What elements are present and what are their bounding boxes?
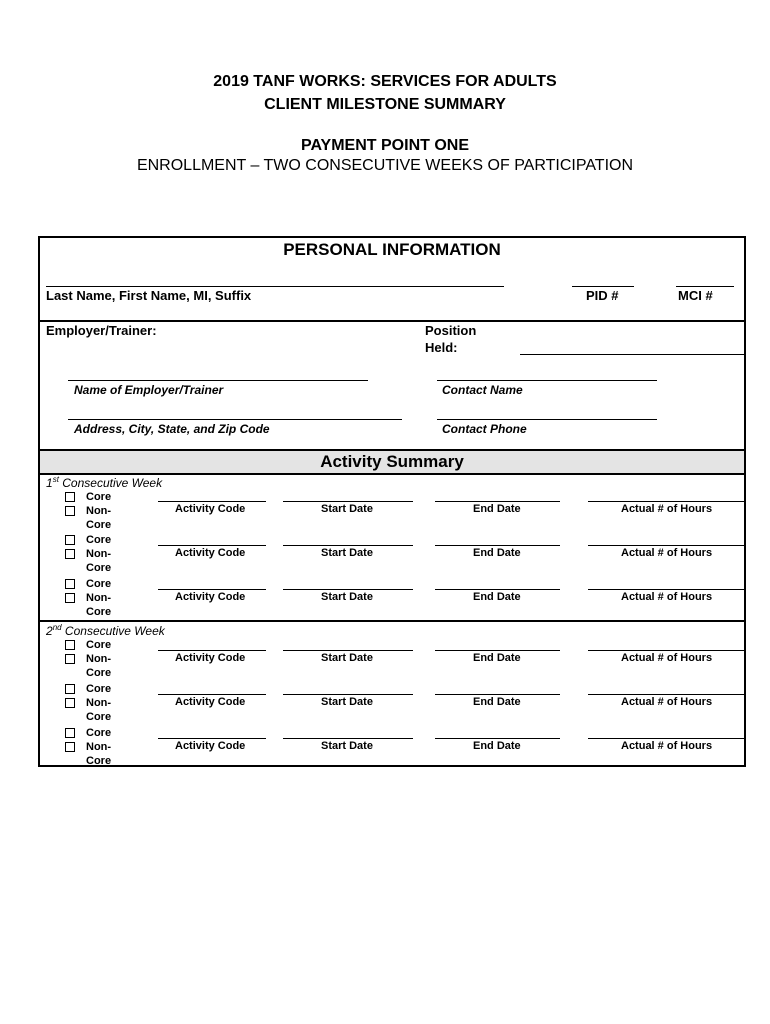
end-date-label: End Date (473, 696, 521, 708)
end-date-field-line[interactable] (435, 694, 560, 695)
noncore-checkbox[interactable] (65, 742, 75, 752)
noncore-label-2: Core (86, 606, 112, 618)
noncore-label-1: Non- (86, 741, 112, 753)
start-date-field-line[interactable] (283, 650, 413, 651)
hours-field-line[interactable] (588, 694, 746, 695)
end-date-field-line[interactable] (435, 650, 560, 651)
hours-field-line[interactable] (588, 545, 746, 546)
noncore-checkbox[interactable] (65, 593, 75, 603)
core-checkbox[interactable] (65, 728, 75, 738)
position-label-1: Position (425, 323, 477, 338)
start-date-label: Start Date (321, 503, 373, 515)
noncore-checkbox[interactable] (65, 698, 75, 708)
activity-summary-band (40, 449, 744, 475)
personal-info-heading: PERSONAL INFORMATION (283, 240, 501, 259)
activity-code-label: Activity Code (175, 547, 246, 559)
noncore-label-2: Core (86, 711, 112, 723)
payment-point-heading: PAYMENT POINT ONE (300, 137, 470, 154)
hours-label: Actual # of Hours (621, 652, 713, 664)
core-checkbox[interactable] (65, 535, 75, 545)
name-label: Last Name, First Name, MI, Suffix (46, 288, 252, 303)
core-checkbox[interactable] (65, 640, 75, 650)
end-date-label: End Date (473, 547, 521, 559)
pid-field-line[interactable] (572, 286, 634, 287)
address-label: Address, City, State, and Zip Code (74, 422, 270, 436)
name-field-line[interactable] (46, 286, 504, 287)
activity-code-field-line[interactable] (158, 589, 266, 590)
noncore-label-1: Non- (86, 505, 112, 517)
position-label-2: Held: (425, 340, 458, 355)
start-date-field-line[interactable] (283, 694, 413, 695)
end-date-field-line[interactable] (435, 738, 560, 739)
activity-code-field-line[interactable] (158, 650, 266, 651)
noncore-label-1: Non- (86, 592, 112, 604)
contact-name-label: Contact Name (442, 383, 523, 397)
start-date-label: Start Date (321, 591, 373, 603)
hours-label: Actual # of Hours (621, 547, 713, 559)
end-date-label: End Date (473, 591, 521, 603)
noncore-checkbox[interactable] (65, 506, 75, 516)
core-label: Core (86, 639, 112, 651)
contact-name-field-line[interactable] (437, 380, 657, 381)
noncore-label-1: Non- (86, 548, 112, 560)
activity-summary-heading: Activity Summary (320, 452, 464, 471)
activity-code-label: Activity Code (175, 696, 246, 708)
milestone-form (38, 236, 746, 767)
activity-code-label: Activity Code (175, 503, 246, 515)
core-checkbox[interactable] (65, 492, 75, 502)
noncore-checkbox[interactable] (65, 654, 75, 664)
start-date-label: Start Date (321, 652, 373, 664)
hours-field-line[interactable] (588, 650, 746, 651)
contact-phone-field-line[interactable] (437, 419, 657, 420)
pid-label: PID # (586, 288, 619, 303)
start-date-label: Start Date (321, 740, 373, 752)
hours-field-line[interactable] (588, 738, 746, 739)
enrollment-subheading: ENROLLMENT – TWO CONSECUTIVE WEEKS OF PARTICIPATION (136, 157, 634, 174)
activity-code-field-line[interactable] (158, 694, 266, 695)
end-date-field-line[interactable] (435, 545, 560, 546)
employer-name-label: Name of Employer/Trainer (74, 383, 224, 397)
week-1-label: 1st Consecutive Week (46, 475, 163, 490)
noncore-label-2: Core (86, 667, 112, 679)
hours-field-line[interactable] (588, 589, 746, 590)
end-date-label: End Date (473, 652, 521, 664)
end-date-field-line[interactable] (435, 589, 560, 590)
core-label: Core (86, 727, 112, 739)
core-label: Core (86, 534, 112, 546)
noncore-label-2: Core (86, 519, 112, 531)
activity-code-field-line[interactable] (158, 738, 266, 739)
employer-trainer-label: Employer/Trainer: (46, 323, 157, 338)
contact-phone-label: Contact Phone (442, 422, 527, 436)
start-date-field-line[interactable] (283, 589, 413, 590)
start-date-field-line[interactable] (283, 545, 413, 546)
hours-field-line[interactable] (588, 501, 746, 502)
activity-code-label: Activity Code (175, 652, 246, 664)
divider (40, 320, 744, 322)
hours-label: Actual # of Hours (621, 591, 713, 603)
title-line-2: CLIENT MILESTONE SUMMARY (264, 96, 506, 113)
core-checkbox[interactable] (65, 684, 75, 694)
employer-name-field-line[interactable] (68, 380, 368, 381)
hours-label: Actual # of Hours (621, 740, 713, 752)
noncore-label-1: Non- (86, 653, 112, 665)
core-label: Core (86, 578, 112, 590)
end-date-label: End Date (473, 503, 521, 515)
core-label: Core (86, 683, 112, 695)
activity-code-label: Activity Code (175, 740, 246, 752)
position-field-line[interactable] (520, 354, 746, 355)
core-label: Core (86, 491, 112, 503)
mci-label: MCI # (678, 288, 713, 303)
activity-code-field-line[interactable] (158, 501, 266, 502)
hours-label: Actual # of Hours (621, 696, 713, 708)
mci-field-line[interactable] (676, 286, 734, 287)
start-date-field-line[interactable] (283, 501, 413, 502)
noncore-label-2: Core (86, 562, 112, 574)
title-line-1: 2019 TANF WORKS: SERVICES FOR ADULTS (213, 73, 557, 90)
start-date-label: Start Date (321, 547, 373, 559)
noncore-checkbox[interactable] (65, 549, 75, 559)
address-field-line[interactable] (68, 419, 402, 420)
week-2-label: 2nd Consecutive Week (46, 623, 165, 638)
activity-code-field-line[interactable] (158, 545, 266, 546)
hours-label: Actual # of Hours (621, 503, 713, 515)
noncore-label-2: Core (86, 755, 112, 767)
activity-code-label: Activity Code (175, 591, 246, 603)
start-date-label: Start Date (321, 696, 373, 708)
core-checkbox[interactable] (65, 579, 75, 589)
end-date-label: End Date (473, 740, 521, 752)
divider (40, 620, 744, 622)
noncore-label-1: Non- (86, 697, 112, 709)
start-date-field-line[interactable] (283, 738, 413, 739)
end-date-field-line[interactable] (435, 501, 560, 502)
